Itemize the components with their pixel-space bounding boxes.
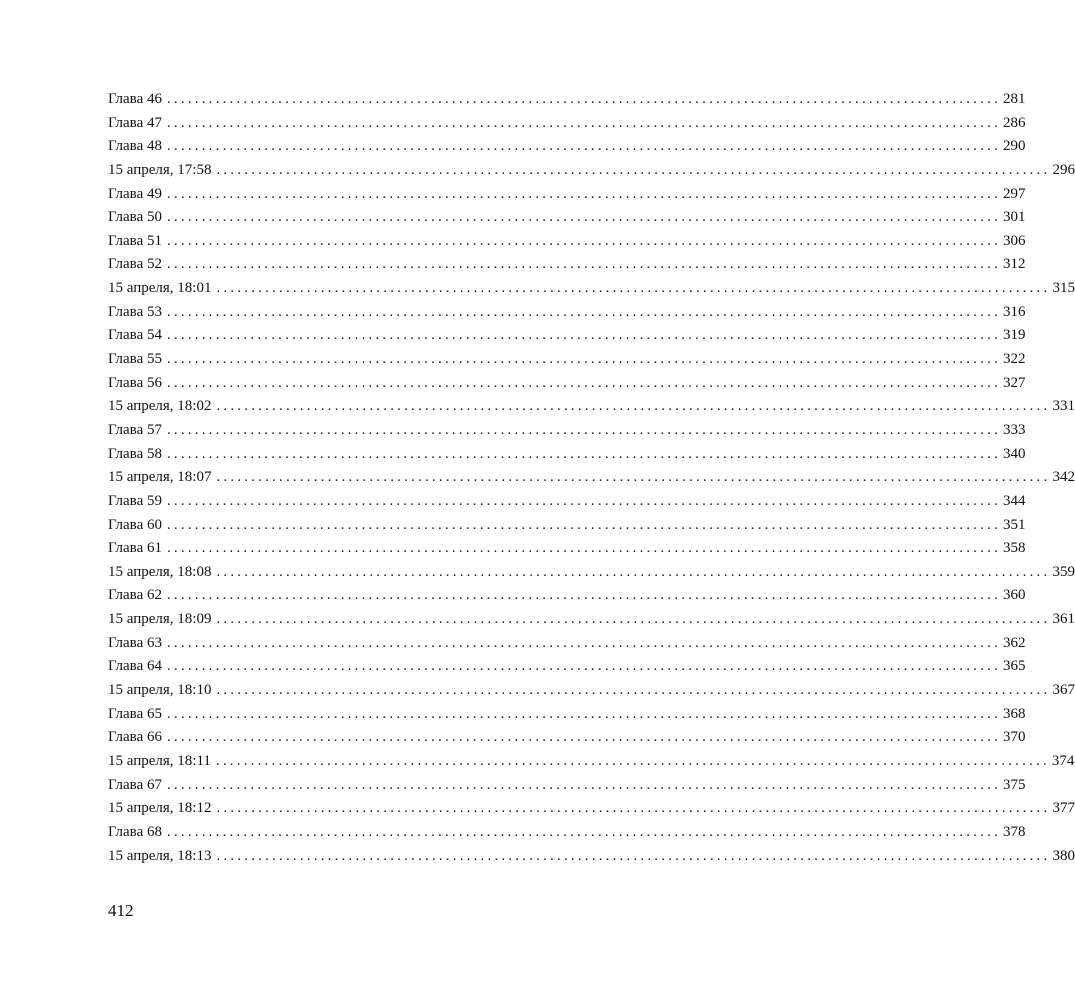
toc-leader-dots: ........................................................................................................................: [166, 327, 1001, 344]
page-number: 412: [108, 901, 134, 920]
toc-leader-dots: ........................................................................................................................: [216, 682, 1051, 699]
table-of-contents: [108, 88, 1075, 868]
toc-leader-dots: ........................................................................................................................: [216, 847, 1051, 864]
toc-leader-dots: ........................................................................................................................: [216, 161, 1051, 178]
toc-entry-title: Глава 46: [108, 91, 162, 107]
toc-entry[interactable]: [108, 774, 1026, 798]
toc-leader-dots: ........................................................................................................................: [166, 91, 1001, 107]
toc-entry-page: 342: [1052, 469, 1075, 486]
toc-entry-title: Глава 64: [108, 658, 162, 675]
toc-entry[interactable]: [108, 230, 1026, 254]
toc-entry-page: 368: [1002, 705, 1026, 722]
toc-entry-title: Глава 65: [108, 705, 162, 722]
toc-entry-page: 359: [1052, 563, 1075, 580]
toc-leader-dots: ........................................................................................................................: [166, 185, 1001, 202]
toc-leader-dots: ........................................................................................................................: [166, 114, 1001, 131]
toc-entry[interactable]: [108, 821, 1026, 845]
toc-entry[interactable]: [108, 466, 1075, 490]
toc-entry[interactable]: [108, 726, 1026, 750]
toc-leader-dots: ........................................................................................................................: [166, 232, 1001, 249]
toc-entry-page: 296: [1052, 161, 1075, 178]
toc-entry-page: 301: [1002, 209, 1026, 226]
toc-entry-title: Глава 68: [108, 823, 162, 840]
toc-entry[interactable]: [108, 655, 1026, 679]
toc-entry-page: 360: [1002, 587, 1026, 604]
toc-entry-title: Глава 61: [108, 540, 162, 557]
toc-entry-page: 327: [1002, 374, 1026, 391]
toc-entry[interactable]: [108, 679, 1075, 703]
toc-entry[interactable]: [108, 135, 1026, 159]
toc-leader-dots: ........................................................................................................................: [166, 705, 1001, 722]
toc-entry[interactable]: [108, 395, 1075, 419]
toc-entry-page: 316: [1002, 303, 1026, 320]
toc-entry-page: 365: [1002, 658, 1026, 675]
toc-leader-dots: ........................................................................................................................: [166, 374, 1001, 391]
toc-leader-dots: ........................................................................................................................: [166, 421, 1001, 438]
toc-leader-dots: ........................................................................................................................: [166, 729, 1001, 746]
toc-leader-dots: ........................................................................................................................: [216, 563, 1051, 580]
toc-entry-title: 15 апреля, 18:08: [108, 563, 212, 580]
toc-entry-title: Глава 55: [108, 351, 162, 368]
toc-entry-page: 286: [1002, 114, 1026, 131]
toc-entry-title: Глава 48: [108, 138, 162, 155]
toc-entry-page: 333: [1002, 421, 1026, 438]
toc-entry-page: 362: [1002, 634, 1026, 651]
toc-entry-page: 378: [1002, 823, 1026, 840]
toc-entry-page: 361: [1052, 611, 1075, 628]
toc-entry-page: 306: [1002, 232, 1026, 249]
toc-entry-page: 297: [1002, 185, 1026, 202]
toc-entry-title: 15 апреля, 18:09: [108, 611, 212, 628]
toc-entry-page: 331: [1052, 398, 1075, 415]
toc-entry-title: 15 апреля, 18:10: [108, 682, 212, 699]
toc-leader-dots: ........................................................................................................................: [215, 752, 1050, 769]
toc-entry[interactable]: [108, 206, 1026, 230]
toc-entry-title: 15 апреля, 18:02: [108, 398, 212, 415]
toc-entry-title: Глава 67: [108, 776, 162, 793]
toc-entry-title: Глава 58: [108, 445, 162, 462]
toc-entry[interactable]: [108, 845, 1075, 869]
toc-entry-title: Глава 59: [108, 492, 162, 509]
toc-leader-dots: ........................................................................................................................: [166, 823, 1001, 840]
toc-leader-dots: ........................................................................................................................: [166, 209, 1001, 226]
toc-entry[interactable]: [108, 797, 1075, 821]
toc-entry[interactable]: [108, 277, 1075, 301]
toc-entry-page: 351: [1002, 516, 1026, 533]
toc-leader-dots: ........................................................................................................................: [166, 351, 1001, 368]
toc-entry[interactable]: [108, 584, 1026, 608]
toc-entry-title: Глава 57: [108, 421, 162, 438]
toc-leader-dots: ........................................................................................................................: [166, 256, 1001, 273]
toc-entry[interactable]: [108, 324, 1026, 348]
toc-leader-dots: ........................................................................................................................: [216, 800, 1051, 817]
toc-entry[interactable]: [108, 703, 1026, 727]
toc-entry-page: 370: [1002, 729, 1026, 746]
toc-entry-title: Глава 49: [108, 185, 162, 202]
toc-entry-title: 15 апреля, 18:07: [108, 469, 212, 486]
toc-leader-dots: ........................................................................................................................: [216, 398, 1051, 415]
toc-leader-dots: ........................................................................................................................: [216, 469, 1051, 486]
toc-entry-title: Глава 50: [108, 209, 162, 226]
toc-entry[interactable]: [108, 632, 1026, 656]
toc-entry[interactable]: [108, 608, 1075, 632]
toc-entry[interactable]: [108, 514, 1026, 538]
toc-leader-dots: ........................................................................................................................: [166, 634, 1001, 651]
toc-leader-dots: ........................................................................................................................: [166, 658, 1001, 675]
toc-entry[interactable]: [108, 88, 1026, 112]
toc-entry-page: 375: [1002, 776, 1026, 793]
toc-entry-page: 374: [1051, 752, 1075, 769]
toc-entry-title: 15 апреля, 18:13: [108, 847, 212, 864]
toc-entry-title: Глава 47: [108, 114, 162, 131]
toc-entry-page: 367: [1052, 682, 1075, 699]
toc-entry-page: 340: [1002, 445, 1026, 462]
toc-entry-page: 322: [1002, 351, 1026, 368]
toc-entry[interactable]: [108, 112, 1026, 136]
toc-leader-dots: ........................................................................................................................: [166, 303, 1001, 320]
toc-entry-page: 312: [1002, 256, 1026, 273]
toc-entry-title: Глава 54: [108, 327, 162, 344]
toc-entry[interactable]: [108, 750, 1075, 774]
toc-entry-title: 15 апреля, 18:11: [108, 752, 211, 769]
toc-leader-dots: ........................................................................................................................: [166, 540, 1001, 557]
toc-entry[interactable]: [108, 490, 1026, 514]
toc-entry-title: Глава 53: [108, 303, 162, 320]
toc-entry-title: Глава 52: [108, 256, 162, 273]
toc-leader-dots: ........................................................................................................................: [216, 280, 1051, 297]
toc-leader-dots: ........................................................................................................................: [166, 516, 1001, 533]
toc-entry[interactable]: [108, 443, 1026, 467]
toc-entry-page: 290: [1002, 138, 1026, 155]
toc-entry[interactable]: [108, 372, 1026, 396]
toc-leader-dots: ........................................................................................................................: [166, 445, 1001, 462]
toc-entry-title: Глава 66: [108, 729, 162, 746]
toc-entry[interactable]: [108, 537, 1026, 561]
toc-leader-dots: ........................................................................................................................: [166, 587, 1001, 604]
toc-entry[interactable]: [108, 183, 1026, 207]
toc-entry-title: 15 апреля, 18:01: [108, 280, 212, 297]
toc-leader-dots: ........................................................................................................................: [216, 611, 1051, 628]
toc-entry[interactable]: [108, 159, 1075, 183]
toc-entry-page: 380: [1052, 847, 1075, 864]
toc-entry-title: Глава 56: [108, 374, 162, 391]
toc-entry[interactable]: [108, 419, 1026, 443]
toc-entry-page: 344: [1002, 492, 1026, 509]
toc-entry-page: 281: [1002, 91, 1026, 107]
toc-leader-dots: ........................................................................................................................: [166, 492, 1001, 509]
toc-entry-page: 377: [1052, 800, 1075, 817]
toc-entry-page: 315: [1052, 280, 1075, 297]
toc-entry-title: Глава 62: [108, 587, 162, 604]
toc-entry-title: Глава 51: [108, 232, 162, 249]
toc-entry-page: 358: [1002, 540, 1026, 557]
toc-entry[interactable]: [108, 253, 1026, 277]
toc-leader-dots: ........................................................................................................................: [166, 776, 1001, 793]
toc-entry-title: 15 апреля, 18:12: [108, 800, 212, 817]
toc-entry[interactable]: [108, 301, 1026, 325]
toc-entry-title: Глава 60: [108, 516, 162, 533]
toc-entry[interactable]: [108, 561, 1075, 585]
toc-leader-dots: ........................................................................................................................: [166, 138, 1001, 155]
toc-entry-page: 319: [1002, 327, 1026, 344]
toc-entry-title: 15 апреля, 17:58: [108, 161, 212, 178]
toc-entry[interactable]: [108, 348, 1026, 372]
toc-entry-title: Глава 63: [108, 634, 162, 651]
